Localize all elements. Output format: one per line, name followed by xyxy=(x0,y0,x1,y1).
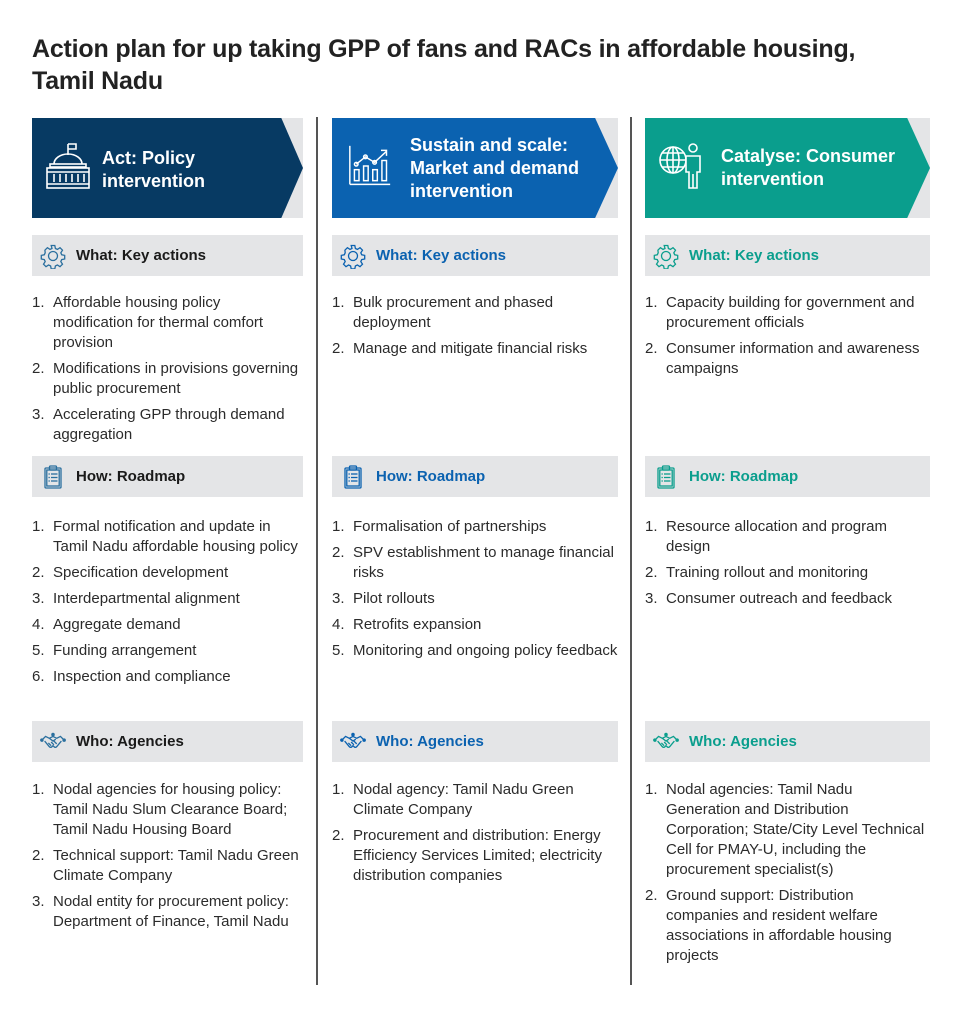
item-number: 5. xyxy=(332,642,345,659)
roadmap-list xyxy=(645,517,930,615)
list-item xyxy=(32,892,303,932)
list-item xyxy=(645,293,930,333)
section-header-how xyxy=(32,456,303,497)
item-text: Monitoring and ongoing policy feedback xyxy=(353,642,618,659)
list-item xyxy=(32,615,303,635)
item-text: SPV establishment to manage financial risks xyxy=(353,544,614,581)
item-number: 4. xyxy=(332,616,345,633)
section-label: What: Key actions xyxy=(76,247,207,264)
item-text: Consumer information and awareness campaigns xyxy=(666,340,920,377)
item-number: 5. xyxy=(32,642,45,659)
item-number: 2. xyxy=(32,847,45,864)
globe-person-icon xyxy=(657,140,705,192)
clipboard-icon xyxy=(40,464,66,490)
item-text: Training rollout and monitoring xyxy=(666,564,869,581)
item-text: Resource allocation and program design xyxy=(666,518,887,555)
gear-icon xyxy=(340,243,366,269)
section-label: What: Key actions xyxy=(689,247,820,264)
item-text: Interdepartmental alignment xyxy=(53,590,240,607)
agencies-list xyxy=(645,780,930,972)
list-item xyxy=(332,641,618,661)
list-item xyxy=(645,339,930,379)
item-number: 2. xyxy=(645,887,658,904)
item-text: Nodal entity for procurement policy: Department of Finance, Tamil Nadu xyxy=(53,893,289,930)
item-text: Pilot rollouts xyxy=(353,590,435,607)
item-text: Procurement and distribution: Energy Efficiency Services Limited; electricity distribution companies xyxy=(353,827,602,884)
list-item xyxy=(32,780,303,840)
clipboard-icon xyxy=(653,464,679,490)
section-label: How: Roadmap xyxy=(76,468,186,485)
list-item xyxy=(32,641,303,661)
handshake-icon xyxy=(340,729,366,755)
item-number: 3. xyxy=(332,590,345,607)
page-title: Action plan for up taking GPP of fans and RACs in affordable housing, Tamil Nadu xyxy=(32,35,856,95)
item-number: 1. xyxy=(332,518,345,535)
growth-chart-icon xyxy=(348,140,392,192)
item-text: Funding arrangement xyxy=(53,642,197,659)
list-item xyxy=(332,543,618,583)
item-text: Specification development xyxy=(53,564,229,581)
item-text: Nodal agencies: Tamil Nadu Generation and Distribution Corporation; State/City Level Technical Cell for PMAY-U, including the procurement specialist(s) xyxy=(666,781,925,878)
list-item xyxy=(332,780,618,820)
list-item xyxy=(332,517,618,537)
clipboard-icon xyxy=(340,464,366,490)
item-number: 1. xyxy=(332,781,345,798)
key-actions-list xyxy=(32,293,303,451)
list-item xyxy=(645,517,930,557)
item-number: 2. xyxy=(32,564,45,581)
list-item xyxy=(332,293,618,333)
section-header-how xyxy=(645,456,930,497)
section-label: Who: Agencies xyxy=(76,733,184,750)
list-item xyxy=(32,517,303,557)
item-text: Affordable housing policy modification for thermal comfort provision xyxy=(53,294,264,351)
gear-icon xyxy=(40,243,66,269)
section-label: What: Key actions xyxy=(376,247,507,264)
item-number: 2. xyxy=(332,340,345,357)
section-header-what xyxy=(645,235,930,276)
column-market xyxy=(332,118,618,884)
item-number: 2. xyxy=(32,360,45,377)
item-text: Retrofits expansion xyxy=(353,616,482,633)
item-number: 1. xyxy=(32,518,45,535)
item-text: Consumer outreach and feedback xyxy=(666,590,892,607)
item-number: 3. xyxy=(32,590,45,607)
banner-label: Catalyse: Consumer intervention xyxy=(721,146,896,189)
item-number: 1. xyxy=(32,294,45,311)
list-item xyxy=(32,359,303,399)
item-text: Bulk procurement and phased deployment xyxy=(353,294,554,331)
item-text: Nodal agency: Tamil Nadu Green Climate Company xyxy=(353,781,574,818)
item-text: Manage and mitigate financial risks xyxy=(353,340,588,357)
section-header-what xyxy=(32,235,303,276)
column-policy xyxy=(32,118,303,930)
item-text: Nodal agencies for housing policy: Tamil Nadu Slum Clearance Board; Tamil Nadu Housing Board xyxy=(53,781,288,838)
handshake-icon xyxy=(40,729,66,755)
roadmap-list xyxy=(32,517,303,693)
item-number: 1. xyxy=(645,518,658,535)
item-number: 1. xyxy=(332,294,345,311)
section-label: Who: Agencies xyxy=(376,733,484,750)
banner-consumer xyxy=(645,118,930,218)
section-header-who xyxy=(645,721,930,762)
item-number: 2. xyxy=(332,544,345,561)
item-text: Formalisation of partnerships xyxy=(353,518,547,535)
item-number: 6. xyxy=(32,668,45,685)
list-item xyxy=(645,886,930,966)
section-label: How: Roadmap xyxy=(689,468,799,485)
key-actions-list xyxy=(332,293,618,365)
section-label: Who: Agencies xyxy=(689,733,797,750)
banner-market xyxy=(332,118,618,218)
item-text: Formal notification and update in Tamil Nadu affordable housing policy xyxy=(53,518,298,555)
list-item xyxy=(32,563,303,583)
section-header-what xyxy=(332,235,618,276)
item-text: Modifications in provisions governing public procurement xyxy=(53,360,299,397)
item-number: 2. xyxy=(645,564,658,581)
item-number: 3. xyxy=(32,406,45,423)
roadmap-list xyxy=(332,517,618,667)
item-number: 1. xyxy=(645,781,658,798)
list-item xyxy=(332,826,618,886)
handshake-icon xyxy=(653,729,679,755)
list-item xyxy=(32,293,303,353)
item-text: Capacity building for government and procurement officials xyxy=(666,294,915,331)
key-actions-list xyxy=(645,293,930,385)
list-item xyxy=(332,589,618,609)
item-number: 4. xyxy=(32,616,45,633)
list-item xyxy=(32,589,303,609)
list-item xyxy=(332,615,618,635)
item-text: Ground support: Distribution companies and resident welfare associations in affordable housing projects xyxy=(666,887,892,964)
government-building-icon xyxy=(44,140,92,192)
banner-policy xyxy=(32,118,303,218)
section-label: How: Roadmap xyxy=(376,468,486,485)
item-text: Accelerating GPP through demand aggregation xyxy=(53,406,285,443)
list-item xyxy=(645,563,930,583)
item-text: Technical support: Tamil Nadu Green Climate Company xyxy=(53,847,299,884)
item-text: Aggregate demand xyxy=(53,616,181,633)
item-text: Inspection and compliance xyxy=(53,668,231,685)
list-item xyxy=(32,846,303,886)
list-item xyxy=(32,667,303,687)
item-number: 3. xyxy=(32,893,45,910)
column-divider xyxy=(630,117,632,985)
column-consumer xyxy=(645,118,930,964)
section-header-how xyxy=(332,456,618,497)
agencies-list xyxy=(32,780,303,938)
item-number: 2. xyxy=(645,340,658,357)
item-number: 1. xyxy=(645,294,658,311)
list-item xyxy=(332,339,618,359)
item-number: 3. xyxy=(645,590,658,607)
item-number: 2. xyxy=(332,827,345,844)
list-item xyxy=(645,780,930,880)
agencies-list xyxy=(332,780,618,892)
banner-label: Act: Policy intervention xyxy=(102,148,206,191)
list-item xyxy=(645,589,930,609)
section-header-who xyxy=(32,721,303,762)
section-header-who xyxy=(332,721,618,762)
gear-icon xyxy=(653,243,679,269)
column-divider xyxy=(316,117,318,985)
list-item xyxy=(32,405,303,445)
item-number: 1. xyxy=(32,781,45,798)
banner-label: Sustain and scale: Market and demand intervention xyxy=(410,134,580,201)
